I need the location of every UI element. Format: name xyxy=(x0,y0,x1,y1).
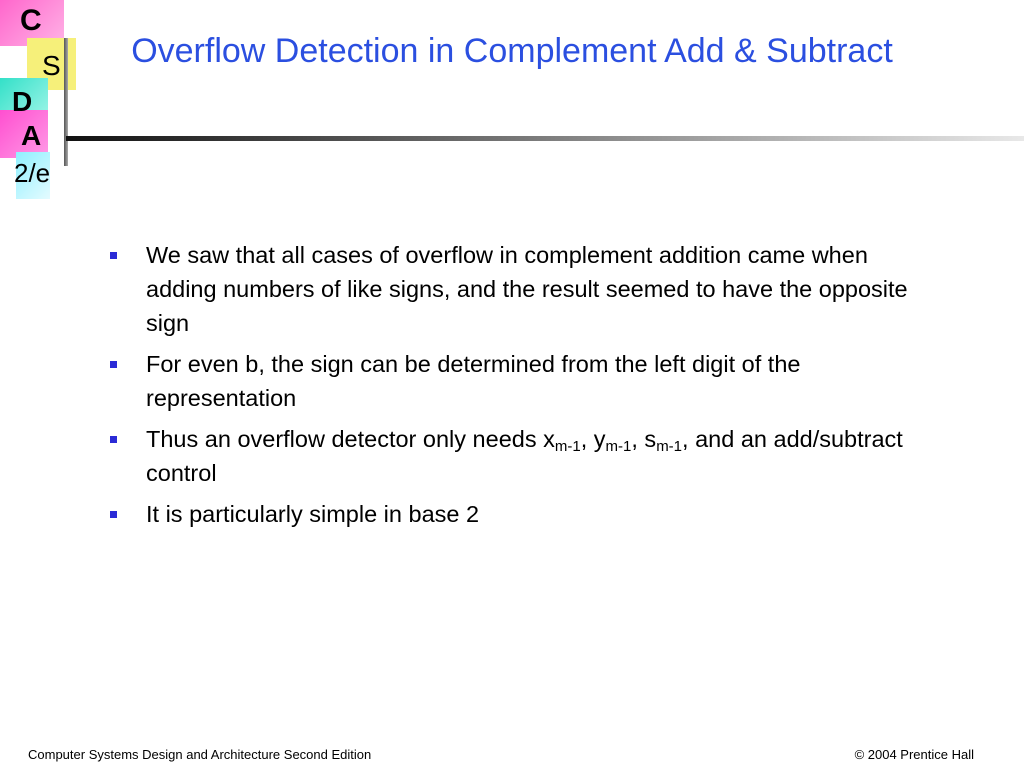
bullet-list xyxy=(108,238,908,538)
bullet-text: For even b, the sign can be determined from the left digit of the representation xyxy=(146,351,801,411)
logo-letter-s: S xyxy=(42,50,61,81)
square-bullet-icon xyxy=(110,511,117,518)
bullet-item xyxy=(108,238,908,340)
bullet-item xyxy=(108,422,908,490)
square-bullet-icon xyxy=(110,361,117,368)
footer-copyright: © 2004 Prentice Hall xyxy=(854,747,974,762)
bullet-text-part: , s xyxy=(631,426,657,452)
bullet-item xyxy=(108,347,908,415)
subscript: m-1 xyxy=(554,438,581,455)
slide-title: Overflow Detection in Complement Add & Subtract xyxy=(131,32,893,70)
subscript: m-1 xyxy=(605,438,632,455)
subscript: m-1 xyxy=(656,438,683,455)
bullet-text: We saw that all cases of overflow in complement addition came when adding numbers of like signs, and the result seemed to have the opposite sign xyxy=(146,242,908,336)
bullet-item xyxy=(108,497,908,531)
logo-letter-a: A xyxy=(21,120,42,151)
bullet-text-part: , y xyxy=(580,426,606,452)
logo-letter-c: C xyxy=(20,4,42,37)
footer-book-title: Computer Systems Design and Architecture Second Edition xyxy=(28,747,372,762)
title-divider xyxy=(66,136,1024,141)
csda-logo xyxy=(0,0,80,205)
logo-edition: 2/e xyxy=(14,158,51,188)
logo-letter-d: D xyxy=(12,86,33,117)
square-bullet-icon xyxy=(110,436,117,443)
square-bullet-icon xyxy=(110,252,117,259)
bullet-text: It is particularly simple in base 2 xyxy=(146,501,480,527)
bullet-text-part: , and an add/subtract control xyxy=(146,426,903,486)
bullet-text-part: Thus an overflow detector only needs x xyxy=(146,426,555,452)
bullet-text xyxy=(146,426,903,486)
logo-vertical-rule xyxy=(64,38,68,166)
